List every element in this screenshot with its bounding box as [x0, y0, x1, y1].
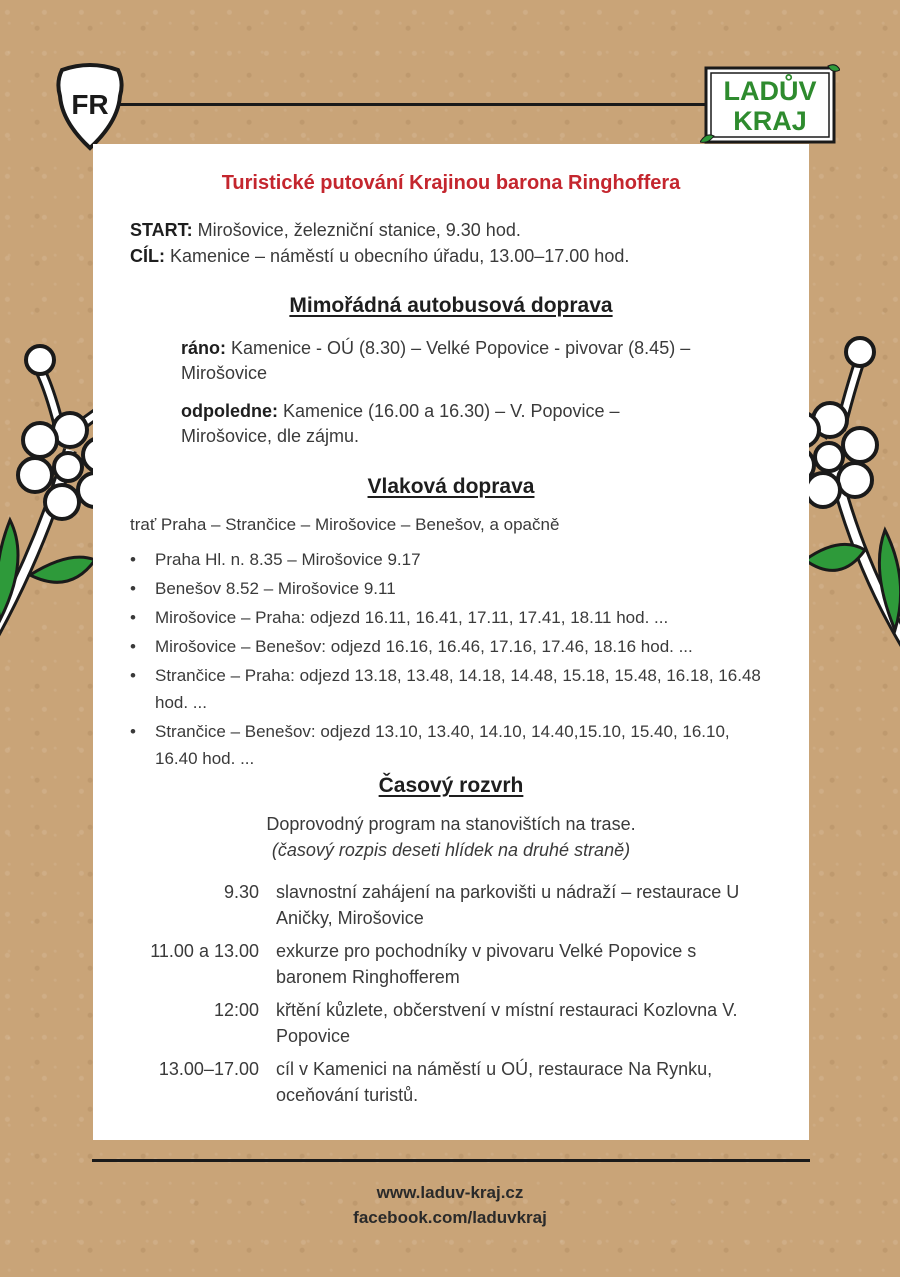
bus-morning-label: ráno: — [181, 338, 226, 358]
list-item — [130, 575, 790, 602]
schedule-time: 12:00 — [213, 1000, 259, 1020]
schedule-row — [130, 938, 790, 990]
start-finish-info — [130, 217, 629, 269]
finish-line — [130, 243, 629, 269]
train-item-text: • Benešov 8.52 – Mirošovice 9.11 — [155, 579, 396, 598]
schedule-desc: cíl v Kamenici na náměstí u OÚ, restaurace Na Rynku, oceňování turistů. — [276, 1059, 713, 1105]
schedule-row — [130, 997, 790, 1049]
train-route: trať Praha – Strančice – Mirošovice – Benešov, a opačně — [130, 515, 560, 534]
footer-links — [0, 1180, 900, 1230]
train-heading: Vlaková doprava — [367, 475, 535, 498]
schedule-heading: Časový rozvrh — [378, 774, 524, 797]
website-link[interactable]: www.laduv-kraj.cz — [376, 1183, 524, 1202]
logo-line1: LADŮV — [723, 76, 817, 106]
content-card — [93, 144, 809, 1140]
train-item-text: • Mirošovice – Praha: odjezd 16.11, 16.41, 17.11, 17.41, 18.11 hod. ... — [155, 608, 669, 627]
list-item — [130, 546, 790, 573]
start-text: Mirošovice, železniční stanice, 9.30 hod. — [192, 220, 521, 240]
schedule-intro: Doprovodný program na stanovištích na trase. — [266, 814, 636, 834]
train-item-text: • Strančice – Benešov: odjezd 13.10, 13.40, 14.10, 14.40,15.10, 15.40, 16.10, 16.40 hod. ... — [155, 722, 730, 768]
list-item — [130, 718, 790, 772]
schedule-table — [130, 879, 790, 1115]
schedule-row — [130, 1056, 790, 1108]
bus-heading: Mimořádná autobusová doprava — [289, 294, 613, 317]
laduv-kraj-logo — [700, 62, 840, 148]
schedule-time: 11.00 a 13.00 — [150, 941, 259, 961]
train-item-text: • Strančice – Praha: odjezd 13.18, 13.48, 14.18, 14.48, 15.18, 15.48, 16.18, 16.48 hod. ... — [155, 666, 761, 712]
start-label: START: — [130, 220, 193, 240]
fr-shield-badge — [52, 62, 128, 152]
page-title: Turistické putování Krajinou barona Ringhoffera — [221, 172, 681, 194]
finish-label: CÍL: — [130, 246, 165, 266]
bus-afternoon-label: odpoledne: — [181, 401, 278, 421]
bus-afternoon-text: Kamenice (16.00 a 16.30) – V. Popovice – Mirošovice, dle zájmu. — [181, 401, 620, 446]
schedule-desc: křtění kůzlete, občerstvení v místní restauraci Kozlovna V. Popovice — [276, 1000, 738, 1046]
schedule-desc: exkurze pro pochodníky v pivovaru Velké Popovice s baronem Ringhofferem — [276, 941, 697, 987]
schedule-time: 13.00–17.00 — [158, 1059, 259, 1079]
train-list — [130, 546, 790, 774]
bus-morning — [181, 336, 711, 386]
bottom-divider — [92, 1159, 810, 1162]
list-item — [130, 633, 790, 660]
schedule-time: 9.30 — [223, 882, 259, 902]
facebook-link[interactable]: facebook.com/laduvkraj — [353, 1208, 547, 1227]
schedule-desc: slavnostní zahájení na parkovišti u nádraží – restaurace U Aničky, Mirošovice — [276, 882, 740, 928]
schedule-note: (časový rozpis deseti hlídek na druhé straně) — [271, 840, 631, 860]
start-line — [130, 217, 629, 243]
bus-morning-text: Kamenice - OÚ (8.30) – Velké Popovice - pivovar (8.45) – Mirošovice — [181, 338, 691, 383]
badge-text: FR — [71, 89, 109, 120]
bus-afternoon — [181, 399, 711, 449]
train-item-text: • Mirošovice – Benešov: odjezd 16.16, 16.46, 17.16, 17.46, 18.16 hod. ... — [155, 637, 693, 656]
top-divider — [112, 103, 712, 106]
logo-line2: KRAJ — [733, 106, 807, 136]
finish-text: Kamenice – náměstí u obecního úřadu, 13.00–17.00 hod. — [165, 246, 630, 266]
list-item — [130, 604, 790, 631]
train-item-text: • Praha Hl. n. 8.35 – Mirošovice 9.17 — [155, 550, 421, 569]
schedule-row — [130, 879, 790, 931]
list-item — [130, 662, 790, 716]
